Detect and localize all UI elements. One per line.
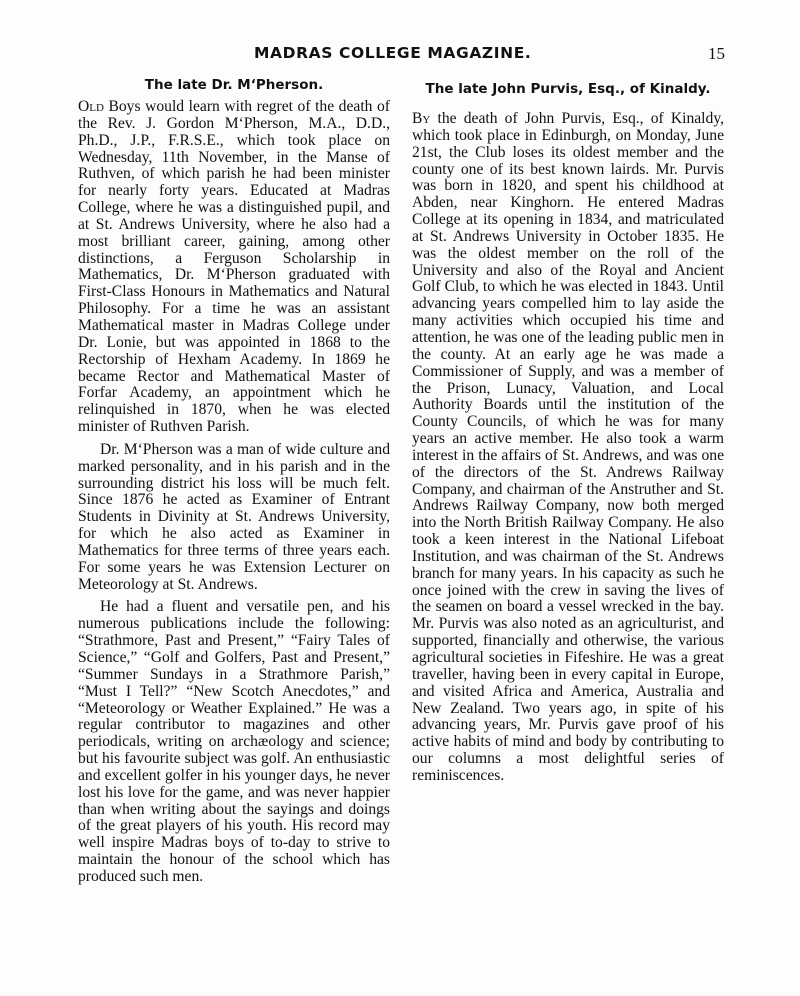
drop-word: Old	[78, 98, 104, 115]
left-article-paragraph-1	[78, 99, 390, 436]
page-header	[0, 44, 800, 72]
paragraph-text: the death of John Purvis, Esq., of Kinaldy, which took place in Edinburgh, on Monday, June 21st, the Club loses its oldest member and the county one of its best known lairds. Mr. Purvis was born in 1820, and spent his childhood at Abden, near Kinghorn. He entered Madras College at its opening in 1834, and matriculated at St. Andrews University in October 1835. He was the oldest member on the roll of the University and also of the Royal and Ancient Golf Club, to which he was elected in 1843. Until advancing years compelled him to lay aside the many activities which occupied his time and attention, he was one of the leading public men in the county. At an early age he was made a Commissioner of Supply, and was a member of the Prison, Lunacy, Valuation, and Local Authority Boards until the institution of the County Councils, of which he was for many years an active member. He also took a warm interest in the affairs of St. Andrews, and was one of the directors of the St. Andrews Railway Company, and chairman of the Anstruther and St. Andrews Railway Company, now both merged into the North British Railway Company. He also took a keen interest in the National Lifeboat Institution, and was chairman of the St. Andrews branch for many years. In his capacity as such he once joined with the crew in saving the lives of the seamen on board a vessel wrecked in the bay. Mr. Purvis was also noted as an agriculturist, and supported, financially and otherwise, the various agricultural societies in Fifeshire. He was a great traveller, having been in every capital in Europe, and visited Africa and America, Australia and New Zealand. Two years ago, in spite of his advancing years, Mr. Purvis gave proof of his active habits of mind and body by contributing to our columns a most delightful series of reminiscences.	[412, 110, 724, 784]
left-article-paragraph-3: He had a fluent and versatile pen, and his numerous publications include the following: “Strathmore, Past and Present,” “Fairy Tales of Science,” “Golf and Golfers, Past and Present,” “Summer Sundays in a Strathmore Parish,” “Must I Tell?” “New Scotch Anecdotes,” and “Meteorology or Weather Explained.” He was a regular contributor to magazines and other periodicals, writing on archæology and science; but his favourite subject was golf. An enthusiastic and excellent golfer in his younger days, he never lost his love for the game, and was never happier than when writing about the sayings and doings of the great players of his youth. His record may well inspire Madras boys of to-day to strive to maintain the honour of the school which has produced such men.	[78, 598, 390, 885]
right-article-paragraph-1	[412, 111, 724, 785]
left-article-title: The late Dr. M‘Pherson.	[144, 77, 324, 93]
left-article-paragraph-2: Dr. M‘Pherson was a man of wide culture and marked personality, and in his parish and in the surrounding district his loss will be much felt. Since 1876 he acted as Examiner of Entrant Students in Divinity at St. Andrews University, for which he also acted as Examiner in Mathematics for three terms of three years each. For some years he was Extension Lecturer on Meteorology at St. Andrews.	[78, 440, 390, 593]
drop-word: By	[412, 110, 431, 127]
right-column	[412, 76, 724, 785]
paragraph-text: Boys would learn with regret of the death of the Rev. J. Gordon M‘Pherson, M.A., D.D., Ph.D., J.P., F.R.S.E., which took place on Wednesday, 11th November, in the Manse of Ruthven, of which parish he had been minister for nearly forty years. Educated at Madras College, where he was a distinguished pupil, and at St. Andrews University, where he also had a most brilliant career, gaining, among other distinctions, a Ferguson Scholarship in Mathematics, Dr. M‘Pherson graduated with First-Class Honours in Mathematics and Natural Philosophy. For a time he was an assistant Mathematical master in Madras College under Dr. Lonie, but was appointed in 1868 to the Rectorship of Hexham Academy. In 1869 he became Rector and Mathematical Master of Forfar Academy, an appointment which he relinquished in 1870, when he was elected minister of Ruthven Parish.	[78, 98, 390, 436]
right-article-title: The late John Purvis, Esq., of Kinaldy.	[425, 81, 711, 97]
page-number: 15	[708, 44, 725, 63]
running-head: MADRAS COLLEGE MAGAZINE.	[254, 44, 532, 62]
left-column	[78, 76, 390, 886]
